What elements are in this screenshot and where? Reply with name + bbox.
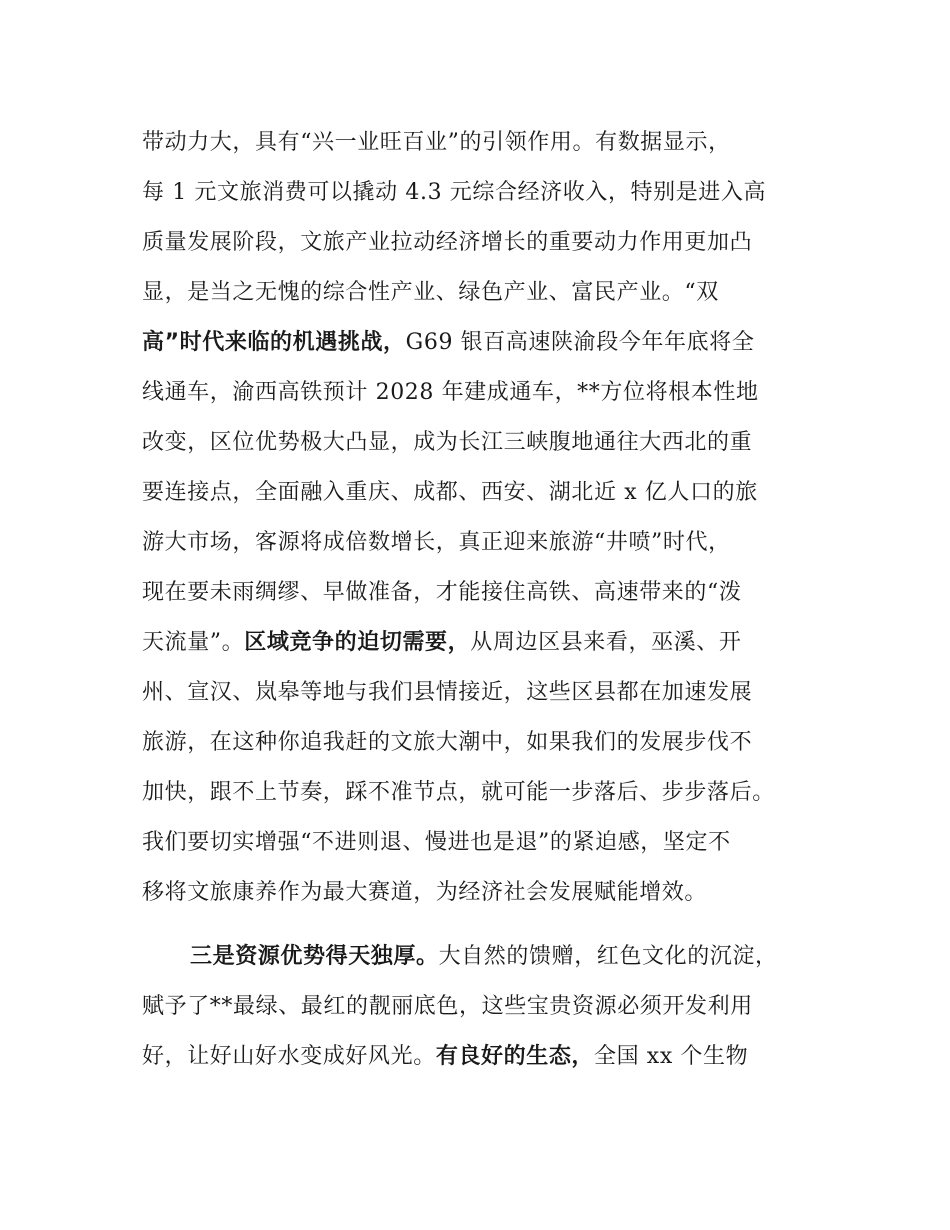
text-line bbox=[142, 528, 842, 558]
text-run: 移将文旅康养作为最大赛道，为经济社会发展赋能增效。 bbox=[142, 880, 708, 905]
text-run: 现在要未雨绸缪、早做准备，才能接住高铁、高速带来的“泼 bbox=[142, 580, 742, 605]
text-line bbox=[142, 1042, 842, 1072]
text-run: 从周边区县来看，巫溪、开 bbox=[470, 630, 742, 655]
text-line bbox=[142, 228, 842, 258]
text-line bbox=[142, 992, 842, 1022]
text-line bbox=[142, 178, 842, 208]
bold-heading-run: 区域竞争的迫切需要， bbox=[244, 630, 471, 655]
text-line bbox=[142, 778, 842, 808]
text-line bbox=[142, 378, 842, 408]
text-run: 改变，区位优势极大凸显，成为长江三峡腹地通往大西北的重 bbox=[142, 430, 753, 455]
text-run: 游大市场，客源将成倍数增长，真正迎来旅游“井喷”时代， bbox=[142, 530, 731, 555]
text-run: 要连接点，全面融入重庆、成都、西安、湖北近 x 亿人口的旅 bbox=[142, 480, 758, 505]
bold-heading-run: 有良好的生态， bbox=[435, 1044, 595, 1069]
text-run: 每 1 元文旅消费可以撬动 4.3 元综合经济收入，特别是进入高 bbox=[142, 180, 767, 205]
text-line bbox=[142, 128, 842, 158]
text-line bbox=[142, 678, 842, 708]
text-run: 天流量”。 bbox=[142, 630, 245, 655]
text-line bbox=[142, 728, 842, 758]
text-line bbox=[142, 428, 842, 458]
text-run: 我们要切实增强“不进则退、慢进也是退”的紧迫感，坚定不 bbox=[142, 830, 731, 855]
text-run: G69 银百高速陕渝段今年年底将全 bbox=[405, 330, 755, 355]
text-line bbox=[142, 878, 842, 908]
text-run: 好，让好山好水变成好风光。 bbox=[142, 1044, 436, 1069]
text-run: 加快，跟不上节奏，踩不准节点，就可能一步落后、步步落后。 bbox=[142, 780, 775, 805]
bold-heading-run: 三是资源优势得天独厚。 bbox=[190, 944, 439, 969]
text-line bbox=[142, 628, 842, 658]
text-run: 显，是当之无愧的综合性产业、绿色产业、富民产业。“双 bbox=[142, 280, 719, 305]
bold-heading-run: 高”时代来临的机遇挑战， bbox=[142, 330, 406, 355]
text-line bbox=[190, 942, 890, 972]
text-line bbox=[142, 278, 842, 308]
text-line bbox=[142, 478, 842, 508]
text-run: 线通车，渝西高铁预计 2028 年建成通车，**方位将根本性地 bbox=[142, 380, 759, 405]
text-line bbox=[142, 828, 842, 858]
text-run: 大自然的馈赠，红色文化的沉淀， bbox=[438, 944, 778, 969]
text-run: 赋予了**最绿、最红的靓丽底色，这些宝贵资源必须开发利用 bbox=[142, 994, 753, 1019]
text-run: 州、宣汉、岚皋等地与我们县情接近，这些区县都在加速发展 bbox=[142, 680, 753, 705]
text-run: 带动力大，具有“兴一业旺百业”的引领作用。有数据显示， bbox=[142, 130, 731, 155]
text-run: 全国 xx 个生物 bbox=[594, 1044, 749, 1069]
text-line bbox=[142, 578, 842, 608]
text-run: 质量发展阶段，文旅产业拉动经济增长的重要动力作用更加凸 bbox=[142, 230, 753, 255]
text-run: 旅游，在这种你追我赶的文旅大潮中，如果我们的发展步伐不 bbox=[142, 730, 753, 755]
text-line bbox=[142, 328, 842, 358]
